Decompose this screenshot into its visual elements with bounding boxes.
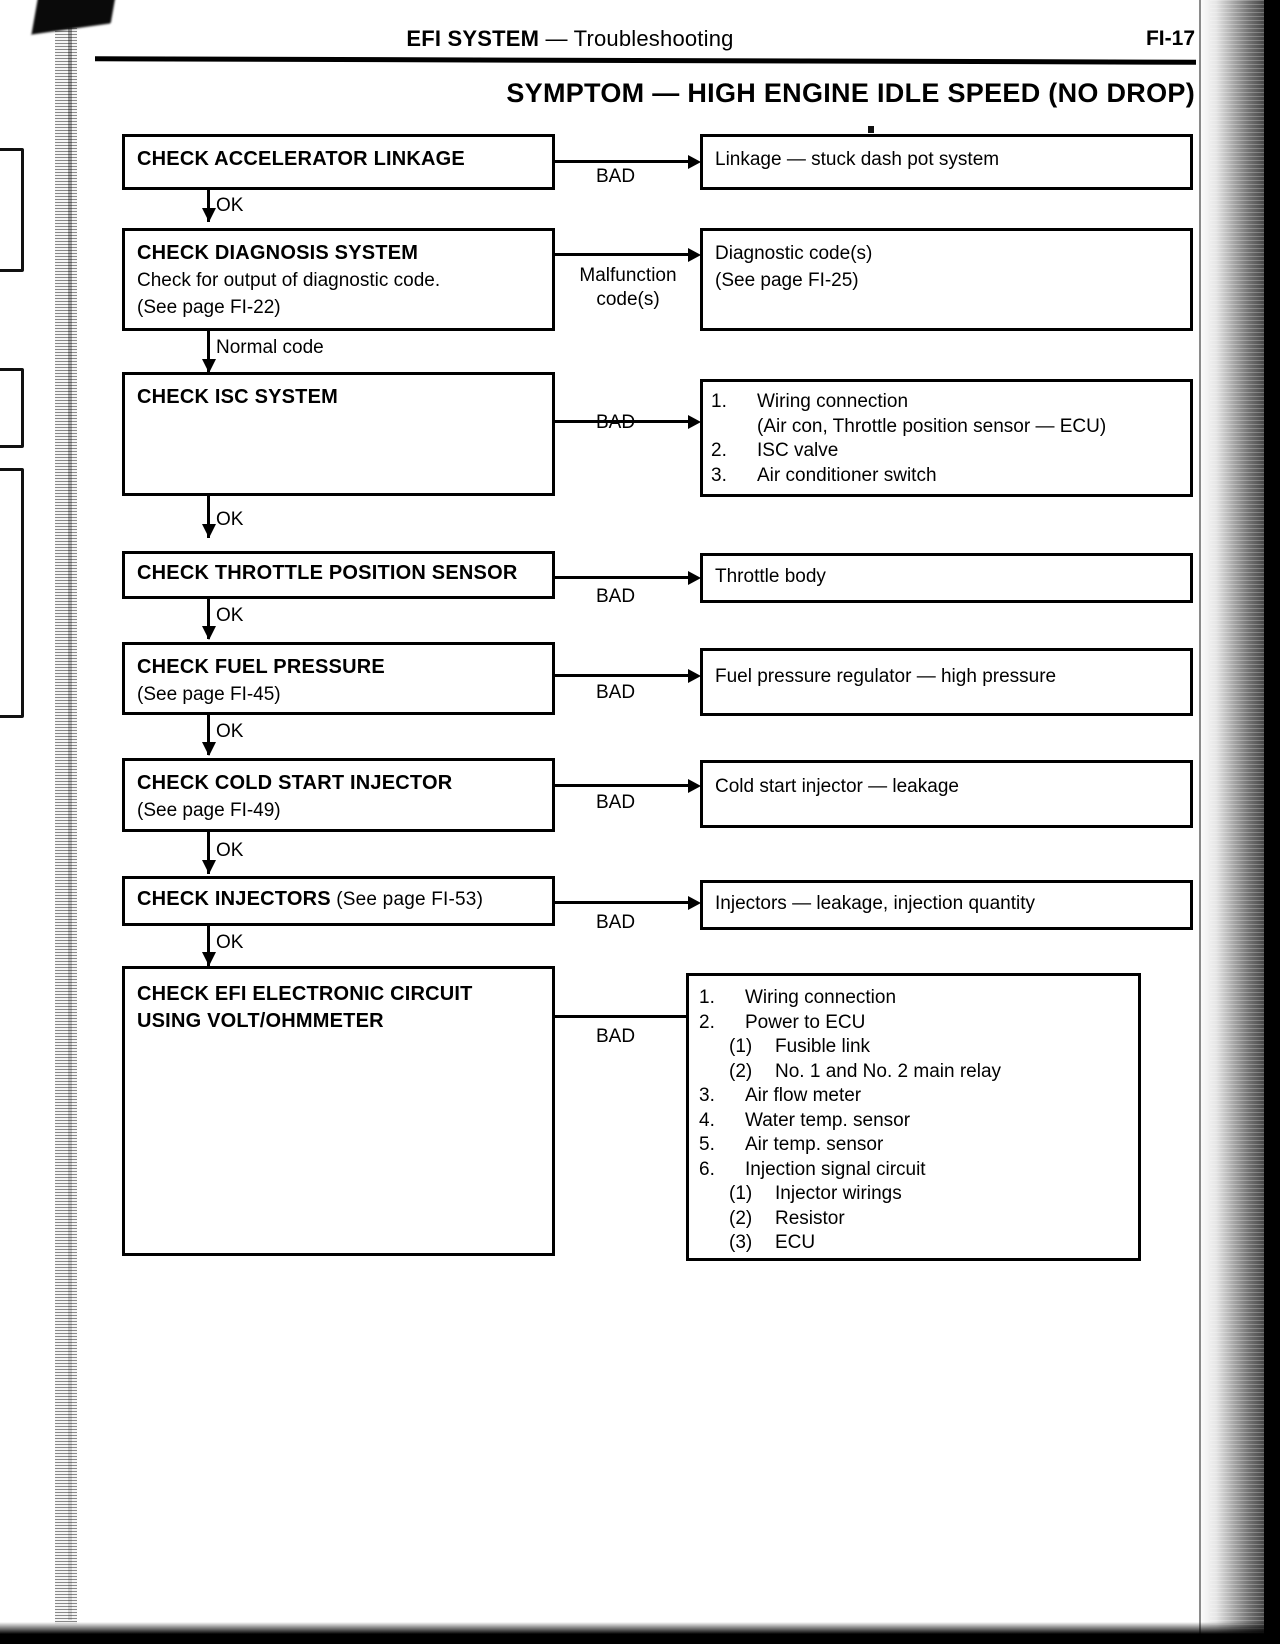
list-item-text: Resistor: [775, 1207, 845, 1229]
result-text: Throttle body: [715, 566, 826, 587]
connector-line: [555, 576, 692, 579]
list-item-text: Power to ECU: [745, 1011, 866, 1033]
list-item: [699, 1207, 1130, 1232]
result-text: Diagnostic code(s): [715, 243, 873, 264]
edge-label-bad: BAD: [596, 1026, 636, 1047]
result-list: [711, 390, 1182, 488]
list-item-number: (1): [729, 1036, 753, 1057]
edge-label-line2: code(s): [596, 289, 660, 310]
list-item-text: Air temp. sensor: [745, 1134, 884, 1155]
page-title: SYMPTOM — HIGH ENGINE IDLE SPEED (NO DROP): [506, 78, 1195, 108]
list-item: [699, 1231, 1130, 1256]
list-item-text: ECU: [775, 1232, 816, 1253]
edge-label-ok: OK: [216, 195, 244, 216]
result-list: [699, 986, 1130, 1256]
step-box-fuel-pressure[interactable]: [122, 642, 555, 715]
scan-gutter-core: [68, 20, 72, 1620]
list-item: [699, 1158, 1130, 1183]
edge-label-bad: BAD: [596, 682, 636, 703]
connector-arrow-icon: [202, 626, 216, 640]
list-item: [699, 1035, 1130, 1060]
connector-arrow-icon: [202, 952, 216, 966]
list-item-text: Air flow meter: [745, 1085, 862, 1106]
list-item-text: Injection signal circuit: [745, 1158, 926, 1180]
step-title-main: CHECK INJECTORS: [137, 888, 331, 910]
step-title: CHECK ISC SYSTEM: [137, 386, 339, 408]
header-title-section: Troubleshooting: [573, 26, 734, 51]
edge-label-line1: Malfunction: [579, 265, 677, 286]
list-item-number: 2.: [699, 1011, 715, 1033]
list-item-number: 4.: [699, 1109, 715, 1131]
edge-label-ok: OK: [216, 605, 244, 626]
step-title-line2: USING VOLT/OHMMETER: [137, 1010, 384, 1032]
list-item: [699, 1011, 1130, 1036]
scan-gutter-artifact: [55, 28, 77, 1624]
connector-arrow-icon: [202, 742, 216, 756]
step-title: CHECK THROTTLE POSITION SENSOR: [137, 562, 518, 584]
result-box-injectors-leak[interactable]: [700, 880, 1193, 930]
edge-label-bad: BAD: [596, 586, 636, 607]
header-title-system: EFI SYSTEM: [406, 26, 540, 51]
list-item-text: Injector wirings: [775, 1183, 902, 1204]
list-item: [699, 1182, 1130, 1207]
connector-line: [555, 784, 692, 787]
result-box-isc-faults[interactable]: [700, 379, 1193, 497]
result-box-fuel-pressure-regulator[interactable]: [700, 648, 1193, 716]
step-box-cold-start-injector[interactable]: [122, 758, 555, 832]
list-item-text: Fusible link: [775, 1036, 871, 1057]
step-subtitle-page-ref: (See page FI-49): [137, 800, 281, 821]
list-item-text: Water temp. sensor: [745, 1109, 911, 1131]
list-item-number: (1): [729, 1183, 753, 1204]
connector-line: [555, 674, 692, 677]
scan-bottom-shadow: [0, 1622, 1280, 1644]
step-subtitle: Check for output of diagnostic code.: [137, 270, 441, 291]
list-item-number: 1.: [699, 987, 715, 1008]
header-title: [100, 26, 1040, 52]
result-box-linkage[interactable]: [700, 134, 1193, 190]
step-box-accelerator-linkage[interactable]: [122, 134, 555, 190]
list-item-number: 3.: [711, 464, 727, 486]
page-number: FI-17: [1145, 27, 1195, 50]
header-title-dash: —: [539, 26, 574, 51]
step-box-injectors[interactable]: [122, 876, 555, 926]
list-item: [699, 1109, 1130, 1134]
list-item-number: (2): [729, 1207, 753, 1229]
step-subtitle-page-ref: (See page FI-22): [137, 297, 281, 318]
result-text-page-ref: (See page FI-25): [715, 270, 859, 291]
result-text: Fuel pressure regulator — high pressure: [715, 666, 1057, 687]
scan-speck: [868, 126, 874, 133]
edge-label-ok: OK: [216, 840, 244, 861]
list-item-number: 1.: [711, 391, 727, 412]
list-item: [699, 1060, 1130, 1085]
edge-label-normal-code: Normal code: [216, 337, 324, 358]
step-title: CHECK ACCELERATOR LINKAGE: [137, 148, 465, 170]
list-item-number: 5.: [699, 1134, 715, 1155]
list-item-text: Wiring connection: [745, 987, 897, 1008]
list-item-number: (2): [729, 1060, 753, 1082]
result-box-cold-start-injector-leak[interactable]: [700, 760, 1193, 828]
connector-arrow-icon: [202, 524, 216, 538]
scan-right-dark-edge: [1264, 0, 1280, 1644]
connector-line: [555, 901, 692, 904]
step-box-efi-electronic-circuit[interactable]: [122, 966, 555, 1256]
list-item: [711, 439, 1182, 464]
result-box-throttle-body[interactable]: [700, 553, 1193, 603]
edge-label-malfunction: [562, 264, 694, 312]
list-item-number: 2.: [711, 440, 727, 461]
step-box-diagnosis-system[interactable]: [122, 228, 555, 331]
list-item: [699, 1084, 1130, 1109]
step-subtitle-page-ref: (See page FI-45): [137, 684, 281, 705]
connector-arrow-icon: [202, 860, 216, 874]
connector-line: [555, 1015, 692, 1018]
edge-label-ok: OK: [216, 932, 244, 953]
bleed-through-box: [0, 468, 24, 718]
list-item-number: 6.: [699, 1158, 715, 1180]
result-text: Injectors — leakage, injection quantity: [715, 893, 1036, 914]
step-box-throttle-position-sensor[interactable]: [122, 551, 555, 599]
connector-line: [555, 253, 692, 256]
step-title: CHECK COLD START INJECTOR: [137, 772, 453, 794]
list-item-text: ISC valve: [757, 440, 839, 461]
edge-label-bad: BAD: [596, 792, 636, 813]
list-item-number: (3): [729, 1232, 753, 1253]
list-item-text: No. 1 and No. 2 main relay: [775, 1060, 1002, 1082]
list-item: [711, 415, 1182, 440]
step-title-page-ref: (See page FI-53): [330, 889, 484, 910]
list-item-number: 3.: [699, 1085, 715, 1106]
edge-label-ok: OK: [216, 509, 244, 530]
connector-line: [555, 160, 692, 163]
list-item: [711, 464, 1182, 489]
page-header: [100, 26, 1195, 60]
step-title: [137, 886, 544, 913]
connector-arrow-icon: [202, 208, 216, 222]
edge-label-ok: OK: [216, 721, 244, 742]
list-item-text: Air conditioner switch: [757, 464, 937, 486]
result-text: Linkage — stuck dash pot system: [715, 149, 1000, 170]
list-item: [699, 1133, 1130, 1158]
step-title: CHECK DIAGNOSIS SYSTEM: [137, 242, 419, 264]
result-text: Cold start injector — leakage: [715, 776, 959, 797]
step-title: CHECK EFI ELECTRONIC CIRCUIT: [137, 983, 473, 1005]
list-item-text: Wiring connection: [757, 391, 909, 412]
bleed-through-box: [0, 148, 24, 272]
result-box-efi-circuit-faults[interactable]: [686, 973, 1141, 1261]
step-box-isc-system[interactable]: [122, 372, 555, 496]
list-item: [699, 986, 1130, 1011]
connector-arrow-icon: [202, 359, 216, 373]
edge-label-bad: BAD: [596, 412, 636, 433]
list-item-text: (Air con, Throttle position sensor — ECU): [757, 415, 1107, 437]
list-item: [711, 390, 1182, 415]
edge-label-bad: BAD: [596, 912, 636, 933]
step-title: CHECK FUEL PRESSURE: [137, 656, 385, 678]
edge-label-bad: BAD: [596, 166, 636, 187]
result-box-diagnostic-codes[interactable]: [700, 228, 1193, 331]
bleed-through-box: [0, 368, 24, 448]
